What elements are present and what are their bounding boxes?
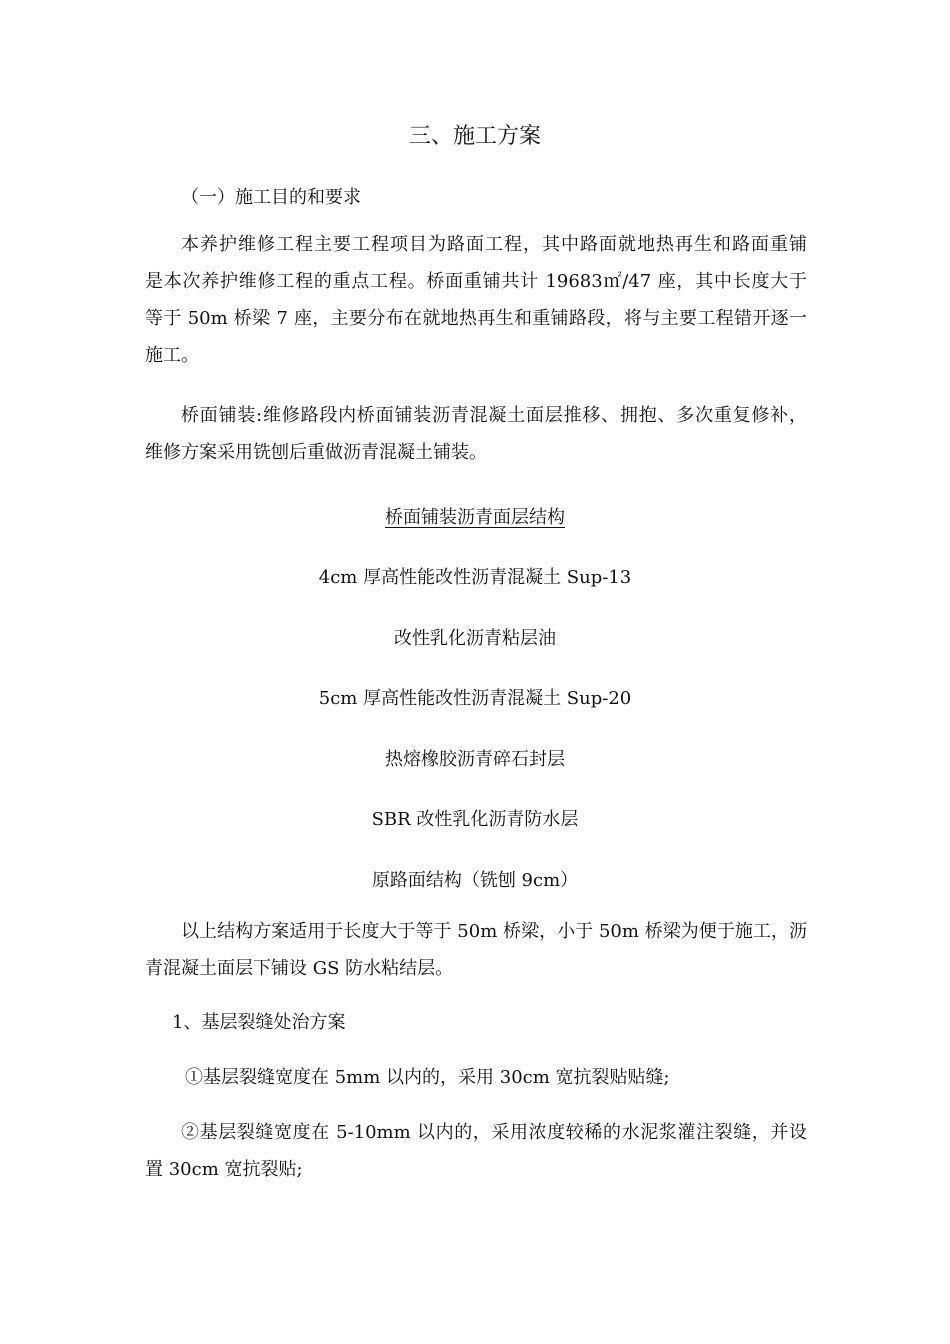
paragraph-line: 是本次养护维修工程的重点工程。桥面重铺共计 19683㎡/47 座，其中长度大于 (145, 271, 807, 292)
paragraph-line: 维修方案采用铣刨后重做沥青混凝土铺装。 (145, 442, 487, 463)
paragraph-line: 青混凝土面层下铺设 GS 防水粘结层。 (145, 958, 454, 979)
structure-layer: 改性乳化沥青粘层油 (394, 628, 556, 649)
structure-layer: 原路面结构（铣刨 9cm） (371, 870, 579, 891)
paragraph-line: 等于 50m 桥梁 7 座，主要分布在就地热再生和重铺路段，将与主要工程错开逐一 (145, 308, 807, 329)
section-title: 三、施工方案 (408, 124, 541, 149)
subsection-heading: （一）施工目的和要求 (181, 187, 361, 208)
list-item: ①基层裂缝宽度在 5mm 以内的，采用 30cm 宽抗裂贴贴缝; (185, 1067, 670, 1088)
paragraph-line: 施工。 (145, 345, 199, 366)
paragraph-line: 桥面铺装:维修路段内桥面铺装沥青混凝土面层推移、拥抱、多次重复修补， (181, 405, 807, 426)
structure-title: 桥面铺装沥青面层结构 (385, 507, 565, 528)
list-item-line: ②基层裂缝宽度在 5-10mm 以内的，采用浓度较稀的水泥浆灌注裂缝，并设 (181, 1122, 807, 1143)
list-item-line: 置 30cm 宽抗裂贴; (145, 1159, 303, 1180)
item-heading: 1、基层裂缝处治方案 (172, 1012, 346, 1033)
structure-layer: 4cm 厚高性能改性沥青混凝土 Sup-13 (318, 567, 632, 588)
structure-layer: 热熔橡胶沥青碎石封层 (385, 749, 565, 770)
structure-layer: 5cm 厚高性能改性沥青混凝土 Sup-20 (318, 688, 632, 709)
structure-layer: SBR 改性乳化沥青防水层 (371, 809, 579, 830)
paragraph-line: 本养护维修工程主要工程项目为路面工程，其中路面就地热再生和路面重铺 (181, 234, 807, 255)
paragraph-line: 以上结构方案适用于长度大于等于 50m 桥梁，小于 50m 桥梁为便于施工，沥 (181, 921, 807, 942)
